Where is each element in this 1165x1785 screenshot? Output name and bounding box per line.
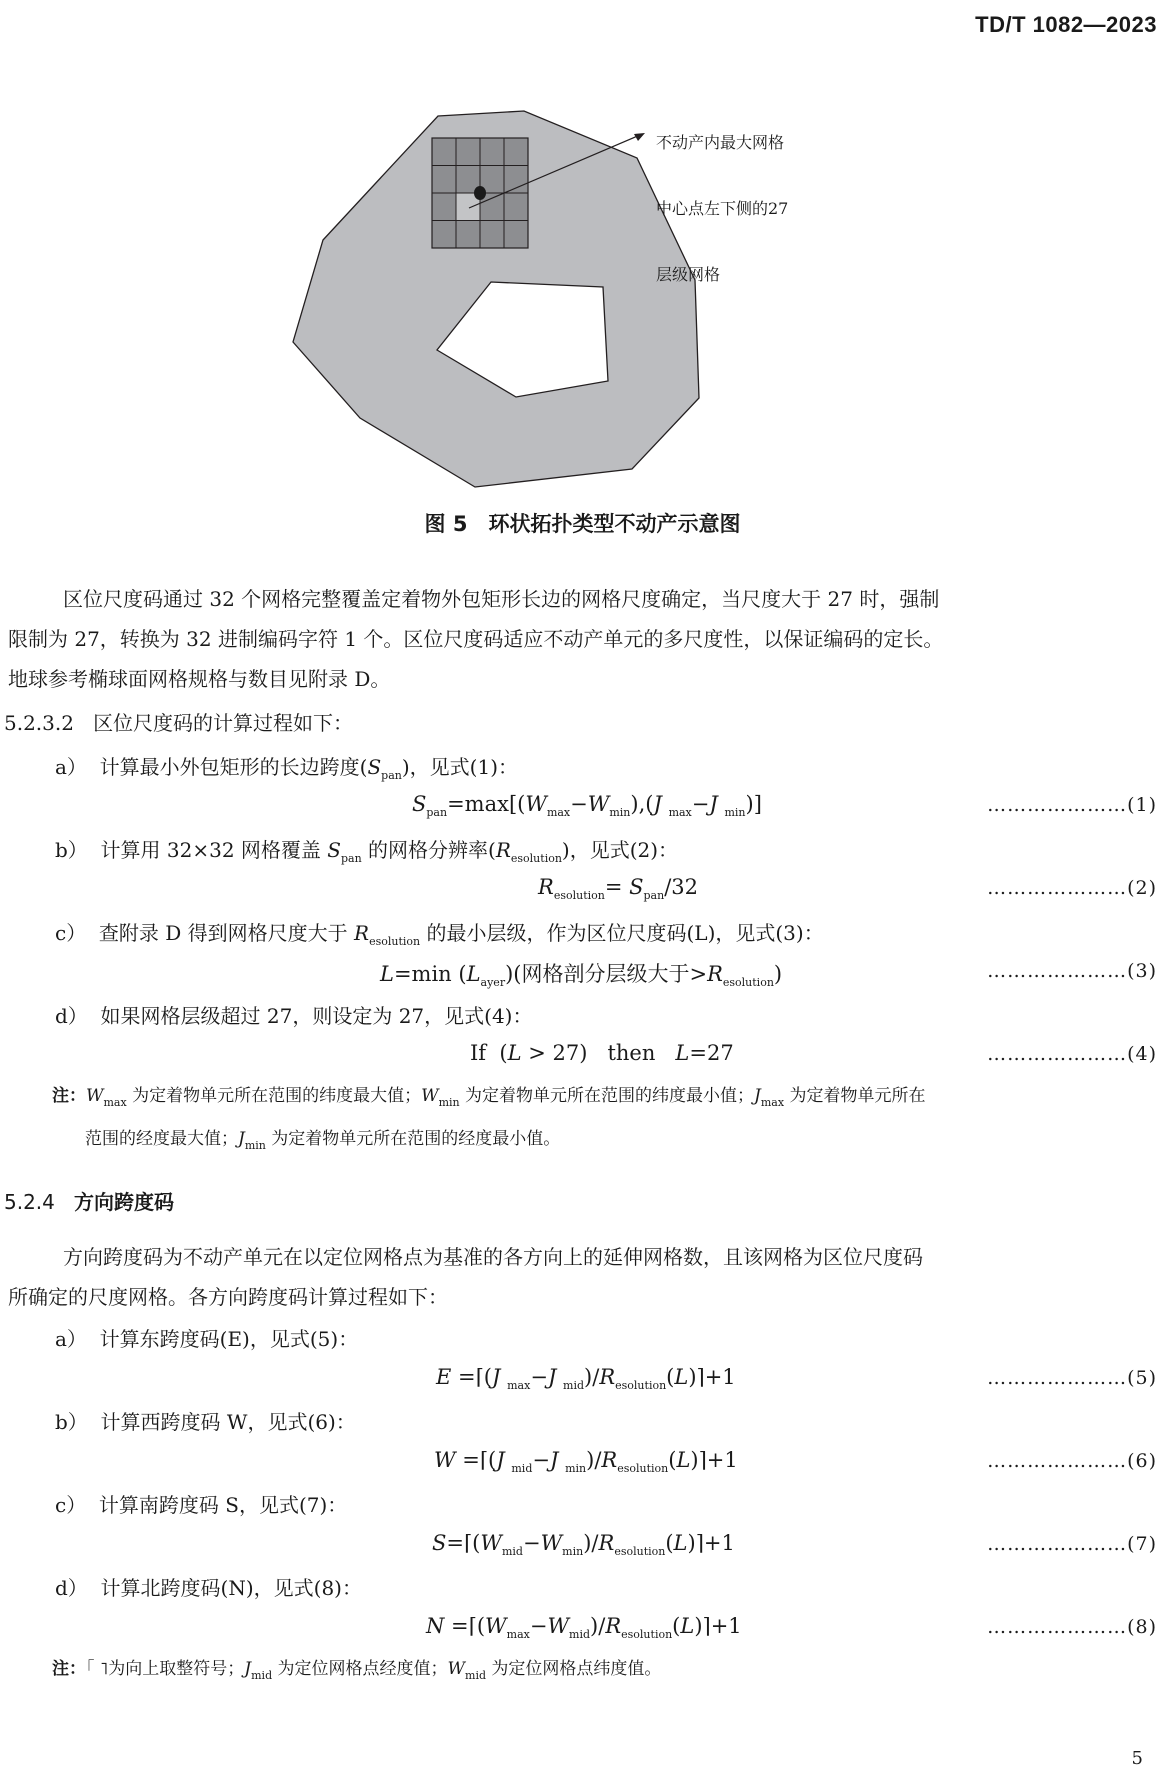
equation-6: W =⌈(J $_{mid}$−J $_{min})/R_{esolution}(L)⌉+1$	[434, 1448, 738, 1475]
equation-number-2: …………………(2)	[987, 877, 1157, 899]
note-label: 注：	[52, 1086, 86, 1106]
intro-line: 地球参考椭球面网格规格与数目见附录 D。	[8, 667, 391, 691]
step-d	[55, 1000, 532, 1029]
step-b	[55, 834, 678, 865]
list-marker: b）	[55, 838, 88, 862]
clause-title: 区位尺度码的计算过程如下：	[93, 711, 354, 735]
intro-line: 区位尺度码通过 32 个网格完整覆盖定着物外包矩形长边的网格尺度确定，当尺度大于 27 时，强制	[63, 587, 940, 611]
list-marker: b）	[55, 1410, 88, 1434]
list-marker: d）	[55, 1004, 88, 1028]
section-number: 5.2.4	[4, 1190, 55, 1214]
step-text: )，见式(2)：	[561, 838, 679, 862]
subscript: esolution	[369, 935, 421, 948]
equation-4: If (L > 27) then L=27	[470, 1041, 734, 1065]
note-5-2-4: 注：「 ˥为向上取整符号；$J_{mid}$ 为定位网格点经度值；$W_{mid}$ 为定位网格点纬度值。	[52, 1659, 662, 1682]
equation-number-1: …………………(1)	[987, 794, 1157, 816]
subscript: pan	[340, 852, 362, 865]
figure-callout-label	[656, 88, 788, 308]
clause-5-2-3-2-heading	[4, 707, 353, 736]
callout-line-2: 中心点左下侧的27	[656, 199, 789, 218]
para-line: 所确定的尺度网格。各方向跨度码计算过程如下：	[8, 1285, 448, 1309]
var: S	[367, 755, 382, 779]
note-5-2-3-2: 注：$W_{max}$ 为定着物单元所在范围的纬度最大值；$W_{min}$ 为定着物单元所在范围的纬度最小值；$J_{max}$ 为定着物单元所在 范围的经度最大值；$J_{min}$ 为定着物单元所在范围的经度最小值。	[52, 1086, 926, 1152]
intro-paragraph	[8, 579, 1158, 699]
equation-number-8: …………………(8)	[987, 1616, 1157, 1638]
step-north	[55, 1572, 362, 1601]
equation-8: $N =⌈(W_{max}-W_{mid})/R_{esolution}(L)⌉+1$	[426, 1614, 742, 1641]
step-east	[55, 1323, 358, 1352]
equation-1: $S_{pan}=\max[(W_{max}-W_{min}),(J$ $_{max}$−J $_{min}$)]	[412, 792, 762, 819]
step-text: 计算北跨度码(N)，见式(8)：	[100, 1576, 362, 1600]
intro-line: 限制为 27，转换为 32 进制编码字符 1 个。区位尺度码适应不动产单元的多尺度性，以保证编码的定长。	[8, 627, 944, 651]
subscript: esolution	[510, 852, 562, 865]
list-marker: c）	[55, 1493, 87, 1517]
step-text: 的网格分辨率(	[361, 838, 496, 862]
callout-line-3: 层级网格	[656, 265, 721, 284]
subscript: pan	[381, 769, 402, 782]
page-number: 5	[1131, 1748, 1143, 1769]
list-marker: d）	[55, 1576, 88, 1600]
para-line: 方向跨度码为不动产单元在以定位网格点为基准的各方向上的延伸网格数，且该网格为区位尺度码	[63, 1245, 923, 1269]
clause-number: 5.2.3.2	[4, 711, 74, 735]
step-text: 如果网格层级超过 27，则设定为 27，见式(4)：	[100, 1004, 533, 1028]
step-text: 计算南跨度码 S，见式(7)：	[98, 1493, 348, 1517]
step-text: 计算用 32×32 网格覆盖	[100, 838, 328, 862]
step-c	[55, 917, 824, 948]
step-text: 计算西跨度码 W，见式(6)：	[100, 1410, 356, 1434]
var: R	[354, 921, 370, 945]
equation-number-4: …………………(4)	[987, 1043, 1157, 1065]
callout-line-1: 不动产内最大网格	[656, 133, 785, 152]
step-text: 的最小层级，作为区位尺度码(L)，见式(3)：	[420, 921, 824, 945]
equation-2: $R_{esolution}= S_{pan}/32$	[538, 875, 698, 902]
step-west	[55, 1406, 356, 1435]
document-number: TD/T 1082—2023	[975, 12, 1157, 37]
note-label: 注：	[52, 1659, 86, 1679]
equation-number-7: …………………(7)	[987, 1533, 1157, 1555]
equation-5: E =⌈(J $_{max}$−J $_{mid})/R_{esolution}(L)⌉+1$	[436, 1365, 736, 1392]
step-text: 计算东跨度码(E)，见式(5)：	[99, 1327, 359, 1351]
ring-topology-figure	[0, 0, 1165, 500]
var: R	[495, 838, 511, 862]
list-marker: c）	[55, 921, 87, 945]
step-south	[55, 1489, 347, 1518]
equation-number-6: …………………(6)	[987, 1450, 1157, 1472]
step-a	[55, 751, 518, 782]
figure-caption: 图 5 环状拓扑类型不动产示意图	[424, 512, 741, 536]
var: S	[327, 838, 341, 862]
section-title: 方向跨度码	[73, 1190, 174, 1214]
step-text: )，见式(1)：	[401, 755, 518, 779]
equation-3: L=min $(L_{ayer})$(网格剖分层级大于$>R_{esolution}$)	[380, 962, 783, 989]
section-5-2-4-heading	[4, 1186, 174, 1215]
grid-center-point	[474, 186, 486, 200]
step-text: 查附录 D 得到网格尺度大于	[98, 921, 355, 945]
equation-number-5: …………………(5)	[987, 1367, 1157, 1389]
list-marker: a）	[55, 1327, 87, 1351]
list-marker: a）	[55, 755, 87, 779]
step-text: 计算最小外包矩形的长边跨度(	[99, 755, 368, 779]
direction-span-paragraph	[8, 1237, 1158, 1317]
equation-7: $S=⌈(W_{mid}-W_{min})/R_{esolution}(L)⌉+1$	[432, 1531, 735, 1558]
equation-number-3: …………………(3)	[987, 960, 1157, 982]
